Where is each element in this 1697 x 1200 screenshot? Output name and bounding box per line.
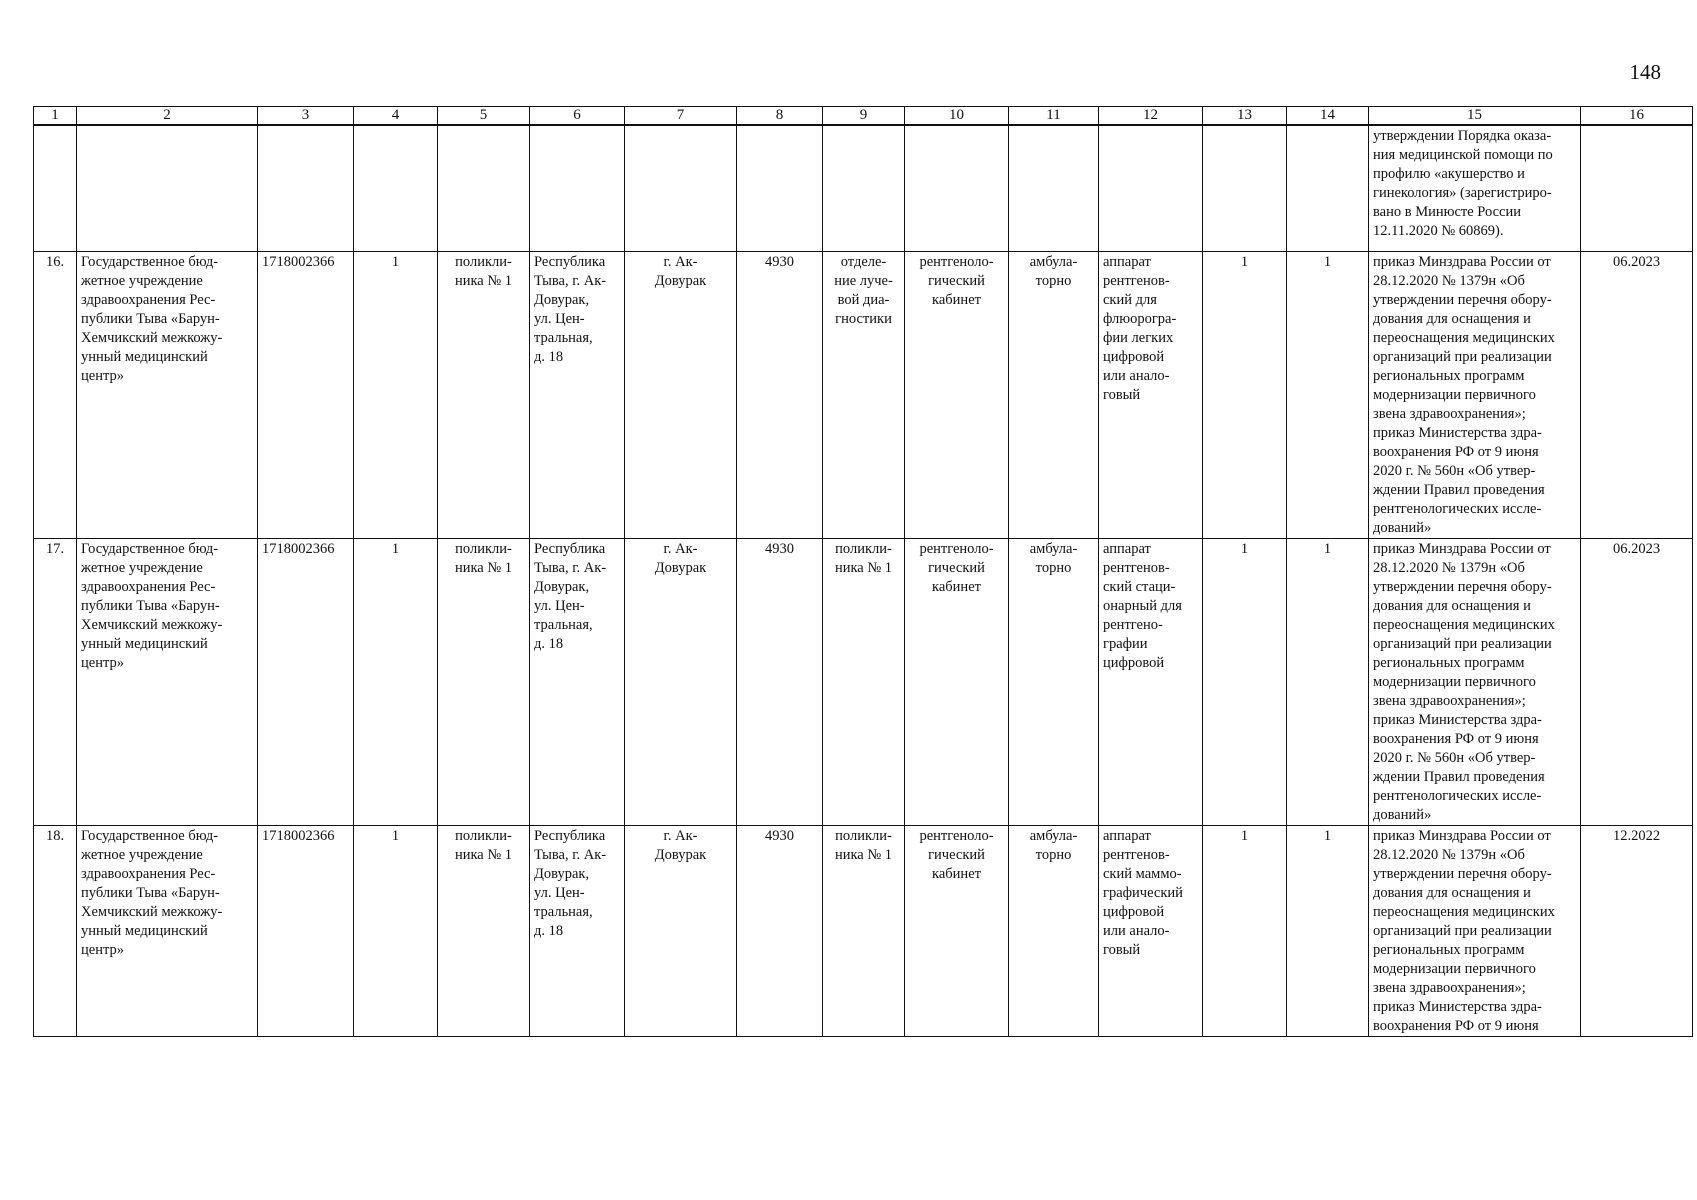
header-col-2: 2 [77, 107, 258, 126]
inn-cell: 1718002366 [258, 252, 354, 539]
header-col-4: 4 [354, 107, 438, 126]
header-col-8: 8 [737, 107, 823, 126]
inn-cell: 1718002366 [258, 826, 354, 1037]
department-cell: поликли- ника № 1 [823, 539, 905, 826]
col14-cell: 1 [1287, 539, 1369, 826]
table-row [34, 826, 1693, 1037]
care-type-cell: амбула- торно [1009, 826, 1099, 1037]
equipment-table [33, 106, 1693, 1037]
organization-cell: Государственное бюд- жетное учреждение здравоохранения Рес- публики Тыва «Барун- Хемчикский межкожу- унный медицинский центр» [77, 252, 258, 539]
equipment-cell: аппарат рентгенов- ский маммо- графический цифровой или анало- говый [1099, 826, 1203, 1037]
col4-cell: 1 [354, 539, 438, 826]
header-col-3: 3 [258, 107, 354, 126]
room-cell: рентгеноло- гический кабинет [905, 539, 1009, 826]
locality-cell: г. Ак- Довурак [625, 252, 737, 539]
equipment-cell: аппарат рентгенов- ский для флюорогра- фии легких цифровой или анало- говый [1099, 252, 1203, 539]
column-number-row [34, 107, 1693, 126]
header-col-15: 15 [1369, 107, 1581, 126]
department-cell: отделе- ние луче- вой диа- гностики [823, 252, 905, 539]
address-cell: Республика Тыва, г. Ак- Довурак, ул. Цен- тральная, д. 18 [530, 252, 625, 539]
table-row [34, 539, 1693, 826]
unit-cell: поликли- ника № 1 [438, 826, 530, 1037]
legal-basis-cell: приказ Минздрава России от 28.12.2020 № 1379н «Об утверждении перечня обору- дования для оснащения и переоснащения медицинских организаций при реализации региональных программ модернизации первичного звена здравоохранения»; приказ Министерства здра- воохранения РФ от 9 июня 2020 г. № 560н «Об утвер- ждении Правил проведения рентгенологических иссле- дований» [1369, 539, 1581, 826]
col4-cell: 1 [354, 252, 438, 539]
col4-cell: 1 [354, 826, 438, 1037]
header-col-5: 5 [438, 107, 530, 126]
address-cell: Республика Тыва, г. Ак- Довурак, ул. Цен- тральная, д. 18 [530, 826, 625, 1037]
organization-cell: Государственное бюд- жетное учреждение здравоохранения Рес- публики Тыва «Барун- Хемчикский межкожу- унный медицинский центр» [77, 826, 258, 1037]
unit-cell: поликли- ника № 1 [438, 539, 530, 826]
locality-cell: г. Ак- Довурак [625, 539, 737, 826]
organization-cell: Государственное бюд- жетное учреждение здравоохранения Рес- публики Тыва «Барун- Хемчикский межкожу- унный медицинский центр» [77, 539, 258, 826]
col13-cell: 1 [1203, 826, 1287, 1037]
inn-cell: 1718002366 [258, 539, 354, 826]
room-cell: рентгеноло- гический кабинет [905, 826, 1009, 1037]
col13-cell: 1 [1203, 539, 1287, 826]
col13-cell: 1 [1203, 252, 1287, 539]
header-col-16: 16 [1581, 107, 1693, 126]
equipment-cell: аппарат рентгенов- ский стаци- онарный для рентгено- графии цифровой [1099, 539, 1203, 826]
col14-cell: 1 [1287, 252, 1369, 539]
department-cell: поликли- ника № 1 [823, 826, 905, 1037]
legal-basis-cell: утверждении Порядка оказа- ния медицинской помощи по профилю «акушерство и гинекология» (зарегистриро- вано в Минюсте России 12.11.2020 № 60869). [1369, 125, 1581, 252]
legal-basis-cell: приказ Минздрава России от 28.12.2020 № 1379н «Об утверждении перечня обору- дования для оснащения и переоснащения медицинских организаций при реализации региональных программ модернизации первичного звена здравоохранения»; приказ Министерства здра- воохранения РФ от 9 июня 2020 г. № 560н «Об утвер- ждении Правил проведения рентгенологических иссле- дований» [1369, 252, 1581, 539]
col14-cell: 1 [1287, 826, 1369, 1037]
col8-cell: 4930 [737, 539, 823, 826]
date-cell: 06.2023 [1581, 252, 1693, 539]
header-col-11: 11 [1009, 107, 1099, 126]
header-col-9: 9 [823, 107, 905, 126]
row-number-cell: 18. [34, 826, 77, 1037]
unit-cell: поликли- ника № 1 [438, 252, 530, 539]
room-cell: рентгеноло- гический кабинет [905, 252, 1009, 539]
header-col-1: 1 [34, 107, 77, 126]
header-col-12: 12 [1099, 107, 1203, 126]
care-type-cell: амбула- торно [1009, 539, 1099, 826]
header-col-7: 7 [625, 107, 737, 126]
header-col-10: 10 [905, 107, 1009, 126]
legal-basis-cell: приказ Минздрава России от 28.12.2020 № 1379н «Об утверждении перечня обору- дования для оснащения и переоснащения медицинских организаций при реализации региональных программ модернизации первичного звена здравоохранения»; приказ Министерства здра- воохранения РФ от 9 июня [1369, 826, 1581, 1037]
header-col-6: 6 [530, 107, 625, 126]
row-number-cell: 17. [34, 539, 77, 826]
table-row [34, 252, 1693, 539]
locality-cell: г. Ак- Довурак [625, 826, 737, 1037]
header-col-13: 13 [1203, 107, 1287, 126]
date-cell: 06.2023 [1581, 539, 1693, 826]
col8-cell: 4930 [737, 252, 823, 539]
header-col-14: 14 [1287, 107, 1369, 126]
care-type-cell: амбула- торно [1009, 252, 1099, 539]
row-number-cell: 16. [34, 252, 77, 539]
col8-cell: 4930 [737, 826, 823, 1037]
address-cell: Республика Тыва, г. Ак- Довурак, ул. Цен- тральная, д. 18 [530, 539, 625, 826]
page-number: 148 [1629, 60, 1661, 84]
date-cell: 12.2022 [1581, 826, 1693, 1037]
continuation-row [34, 125, 1693, 252]
